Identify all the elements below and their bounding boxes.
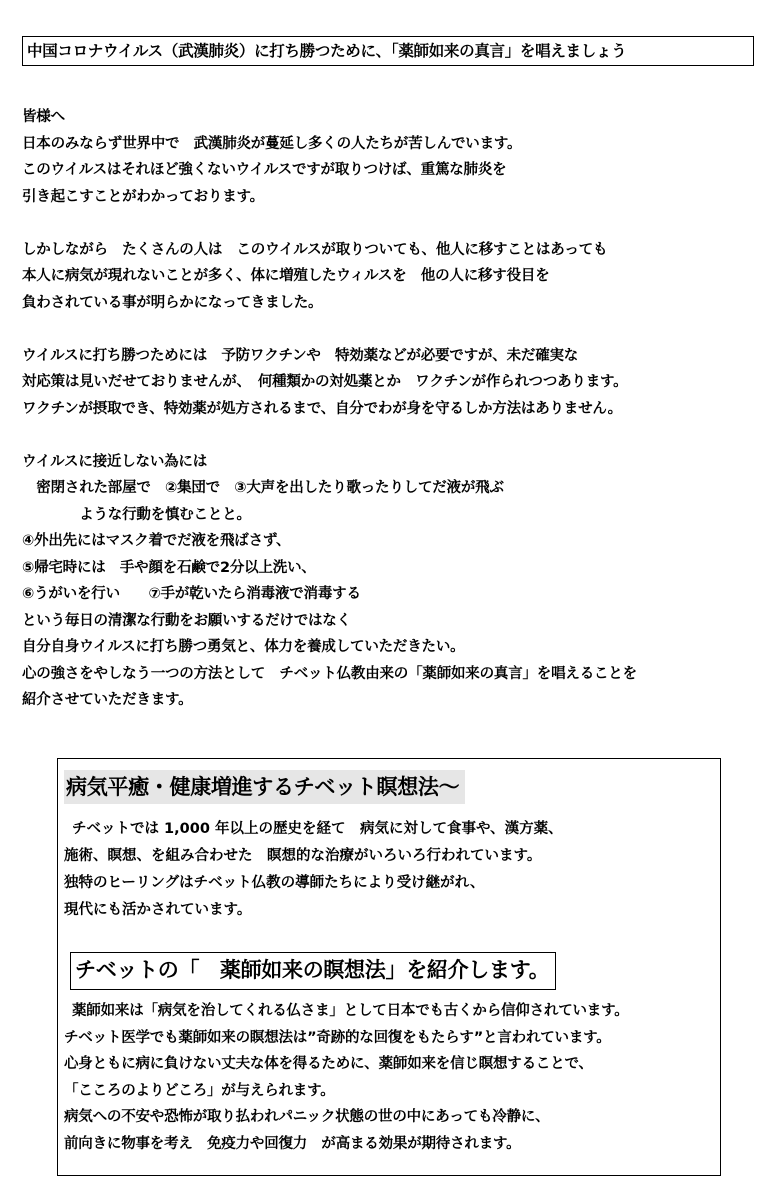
section-paragraph-tibetan-medicine <box>64 816 563 924</box>
intro-line: 紹介させていただきます。 <box>22 692 193 708</box>
paragraph-line: 病気への不安や恐怖が取り払われパニック状態の世の中にあっても冷静に、 <box>64 1109 550 1125</box>
paragraph-line: 独特のヒーリングはチベット仏教の導師たちにより受け継がれ、 <box>64 875 485 891</box>
intro-text <box>22 104 757 714</box>
intro-line: という毎日の清潔な行動をお願いするだけではなく <box>22 612 351 629</box>
intro-line: ワクチンが摂取でき、特効薬が処方されるまで、自分でわが身を守るしか方法はありません。 <box>22 400 622 417</box>
intro-line: 対応策は見いだせておりませんが、 何種類かの対処薬とか ワクチンが作られつつあります。 <box>22 374 628 390</box>
intro-line: 本人に病気が現れないことが多く、体に増殖したウィルスを 他の人に移す役目を <box>22 268 550 284</box>
intro-line: ウイルスに接近しない為には <box>22 453 208 470</box>
intro-line: 自分自身ウイルスに打ち勝つ勇気と、体力を養成していただきたい。 <box>22 639 465 655</box>
paragraph-line: 現代にも活かされています。 <box>64 902 252 918</box>
intro-line: 負わされている事が明らかになってきました。 <box>22 294 323 311</box>
blank-line <box>22 316 757 343</box>
intro-line: ⑥うがいを行い ⑦手が乾いたら消毒液で消毒する <box>22 586 361 602</box>
intro-line: 引き起こすことがわかっております。 <box>22 188 264 205</box>
blank-line <box>22 422 757 449</box>
paragraph-line: 前向きに物事を考え 免疫力や回復力 が高まる効果が期待されます。 <box>64 1135 521 1152</box>
paragraph-line: チベット医学でも薬師如来の瞑想法は”奇跡的な回復をもたらす”と言われています。 <box>64 1029 611 1046</box>
intro-line: 心の強さをやしなう一つの方法として チベット仏教由来の「薬師如来の真言」を唱えることを <box>22 665 637 682</box>
intro-line: ウイルスに打ち勝つためには 予防ワクチンや 特効薬などが必要ですが、未だ確実な <box>22 347 579 364</box>
section-heading-tibetan-meditation: 病気平癒・健康増進するチベット瞑想法～ <box>64 770 465 804</box>
intro-line: 日本のみならず世界中で 武漢肺炎が蔓延し多くの人たちが苦しんでいます。 <box>22 135 522 152</box>
intro-line: ④外出先にはマスク着でだ液を飛ばさず、 <box>22 533 291 549</box>
blank-line <box>22 210 757 237</box>
paragraph-line: 施術、瞑想、を組み合わせた 瞑想的な治療がいろいろ行われています。 <box>64 848 542 864</box>
intro-line: 密閉された部屋で ②集団で ③大声を出したり歌ったりしてだ液が飛ぶ <box>22 480 504 496</box>
intro-line: 皆様へ <box>22 109 65 125</box>
paragraph-line: 心身ともに病に負けない丈夫な体を得るために、薬師如来を信じ瞑想することで、 <box>64 1056 593 1072</box>
paragraph-line: 「こころのよりどころ」が与えられます。 <box>64 1082 335 1099</box>
intro-line: ような行動を慎むことと。 <box>22 506 251 523</box>
intro-line: しかしながら たくさんの人は このウイルスが取りついても、他人に移すことはあっても <box>22 241 608 258</box>
section-paragraph-yakushi <box>64 998 629 1157</box>
paragraph-line: チベットでは 1,000 年以上の歴史を経て 病気に対して食事や、漢方薬、 <box>72 821 563 837</box>
intro-line: ⑤帰宅時には 手や顔を石鹸で2分以上洗い、 <box>22 559 316 576</box>
paragraph-line: 薬師如来は「病気を治してくれる仏さま」として日本でも古くから信仰されています。 <box>72 1003 629 1019</box>
section-heading-yakushi-meditation: チベットの「 薬師如来の瞑想法」を紹介します。 <box>70 952 556 990</box>
intro-line: このウイルスはそれほど強くないウイルスですが取りつけば、重篤な肺炎を <box>22 162 507 178</box>
document-title: 中国コロナウイルス（武漢肺炎）に打ち勝つために、「薬師如来の真言」を唱えましょう <box>22 36 754 66</box>
